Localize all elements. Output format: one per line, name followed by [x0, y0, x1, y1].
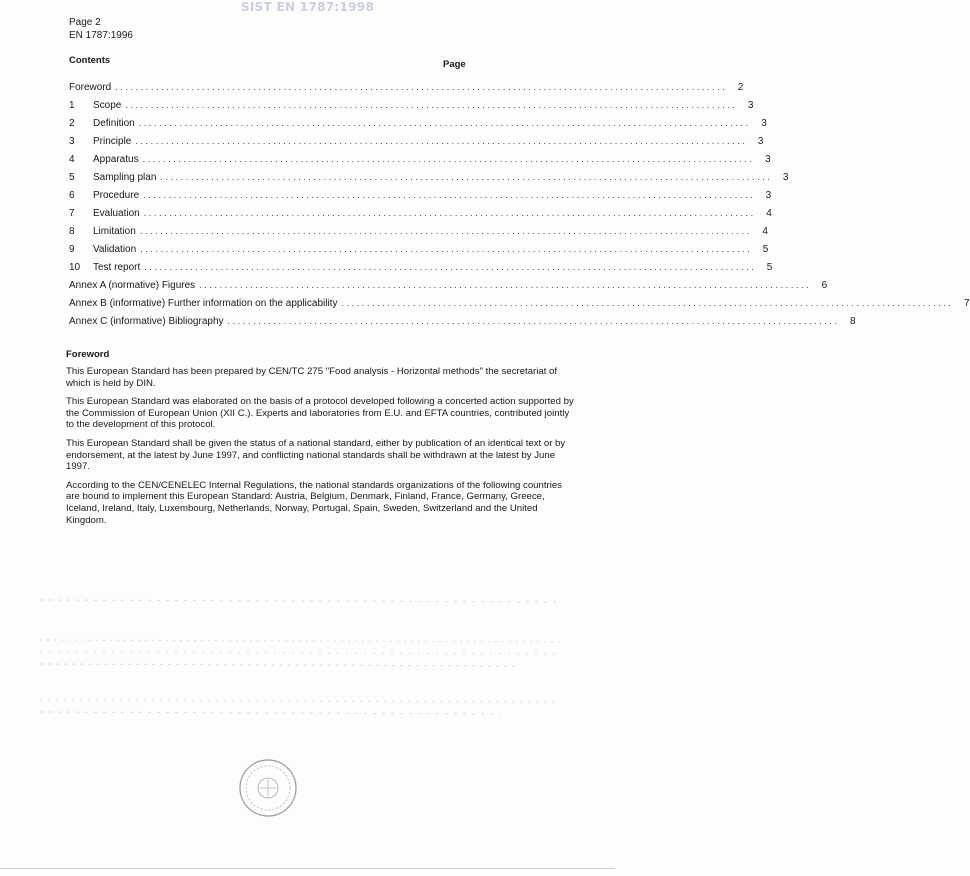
toc-number: 5 — [69, 172, 75, 183]
scan-edge-line — [0, 868, 615, 869]
toc-entry — [69, 100, 754, 118]
seal-stamp-icon — [236, 756, 300, 820]
toc-page: 3 — [765, 190, 772, 201]
toc-entry — [69, 226, 768, 244]
toc-number: 7 — [69, 208, 75, 219]
toc-leader: ........................................................................................................................ — [115, 82, 728, 92]
page-column-heading: Page — [443, 59, 466, 70]
page-header — [69, 16, 133, 42]
toc-entry — [69, 316, 856, 334]
toc-number: 4 — [69, 154, 75, 165]
toc-entry — [69, 172, 789, 190]
toc-leader: ........................................................................................................................ — [199, 280, 812, 290]
toc-label: Annex A (normative) Figures — [69, 280, 196, 291]
toc-leader: ........................................................................................................................ — [143, 190, 756, 200]
toc-leader: ........................................................................................................................ — [227, 316, 840, 326]
toc-number: 8 — [69, 226, 75, 237]
document-id: EN 1787:1996 — [69, 30, 133, 41]
toc-page: 3 — [747, 100, 754, 111]
toc-entry — [69, 262, 773, 280]
toc-leader: ........................................................................................................................ — [341, 298, 954, 308]
toc-entry — [69, 190, 772, 208]
toc-page: 7 — [963, 298, 970, 309]
toc-leader: ........................................................................................................................ — [160, 172, 773, 182]
toc-page: 4 — [762, 226, 768, 237]
toc-page: 3 — [782, 172, 789, 183]
toc-page: 6 — [821, 280, 828, 291]
toc-entry — [69, 154, 771, 172]
paragraph: According to the CEN/CENELEC Internal Regulations, the national standards organizations of the following countries are bound to implement this European Standard: Austria, Belgium, Denmark, Finland, France, Germany, Greece, Iceland, Ireland, Italy, Luxembourg, Netherlands, Norway, Portugal, Spain, Sweden, Switzerland and the United Kingdom. — [66, 479, 562, 526]
toc-number: 1 — [69, 100, 75, 111]
toc-label: Annex C (informative) Bibliography — [69, 316, 224, 327]
toc-leader: ........................................................................................................................ — [135, 136, 748, 146]
toc-label: Test report — [93, 262, 141, 273]
paragraph: This European Standard shall be given the status of a national standard, either by publication of an identical text or by endorsement, at the latest by June 1997, and conflicting national standards shall be withdrawn at the latest by June 1997. — [66, 437, 566, 473]
toc-entry — [69, 208, 772, 226]
toc-label: Validation — [93, 244, 137, 255]
toc-number: 2 — [69, 118, 75, 129]
toc-label: Annex B (informative) Further information on the applicability — [69, 298, 338, 309]
page-number: Page 2 — [69, 17, 101, 28]
table-of-contents — [69, 82, 970, 334]
toc-number: 6 — [69, 190, 75, 201]
toc-leader: ........................................................................................................................ — [140, 244, 753, 254]
toc-label: Limitation — [93, 226, 136, 237]
paragraph: This European Standard has been prepared by CEN/TC 275 "Food analysis - Horizontal methods" the secretariat of which is held by DIN. — [66, 366, 558, 389]
toc-label: Evaluation — [93, 208, 140, 219]
foreword-body — [66, 366, 576, 533]
toc-leader: ........................................................................................................................ — [144, 262, 757, 272]
toc-page: 8 — [850, 316, 856, 327]
show-through-noise — [0, 530, 615, 730]
toc-label: Scope — [93, 100, 122, 111]
toc-label: Apparatus — [93, 154, 139, 165]
toc-entry — [69, 118, 767, 136]
toc-label: Sampling plan — [93, 172, 157, 183]
foreword-heading: Foreword — [66, 349, 110, 360]
toc-label: Foreword — [69, 82, 112, 93]
toc-leader: ........................................................................................................................ — [142, 154, 755, 164]
toc-label: Principle — [93, 136, 132, 147]
toc-number: 10 — [69, 262, 81, 273]
toc-page: 4 — [766, 208, 772, 219]
toc-page: 3 — [761, 118, 767, 129]
toc-leader: ........................................................................................................................ — [139, 226, 752, 236]
toc-entry — [69, 298, 970, 316]
toc-entry — [69, 136, 764, 154]
toc-page: 2 — [737, 82, 744, 93]
toc-entry — [69, 244, 769, 262]
toc-number: 3 — [69, 136, 75, 147]
toc-page: 5 — [762, 244, 769, 255]
toc-page: 3 — [757, 136, 764, 147]
toc-label: Definition — [93, 118, 135, 129]
toc-page: 5 — [766, 262, 773, 273]
toc-label: Procedure — [93, 190, 140, 201]
toc-leader: ........................................................................................................................ — [125, 100, 738, 110]
toc-leader: ........................................................................................................................ — [138, 118, 751, 128]
toc-number: 9 — [69, 244, 75, 255]
toc-entry — [69, 82, 744, 100]
toc-page: 3 — [765, 154, 771, 165]
toc-leader: ........................................................................................................................ — [143, 208, 756, 218]
toc-entry — [69, 280, 828, 298]
paragraph: This European Standard was elaborated on the basis of a protocol developed following a concerted action supported by the Commission of European Union (XII C.). Experts and laboratories from E.U. and EFTA countries, contributed jointly to the development of this protocol. — [66, 396, 574, 431]
watermark: SIST EN 1787:1998 — [240, 0, 375, 14]
contents-heading: Contents — [69, 55, 111, 66]
